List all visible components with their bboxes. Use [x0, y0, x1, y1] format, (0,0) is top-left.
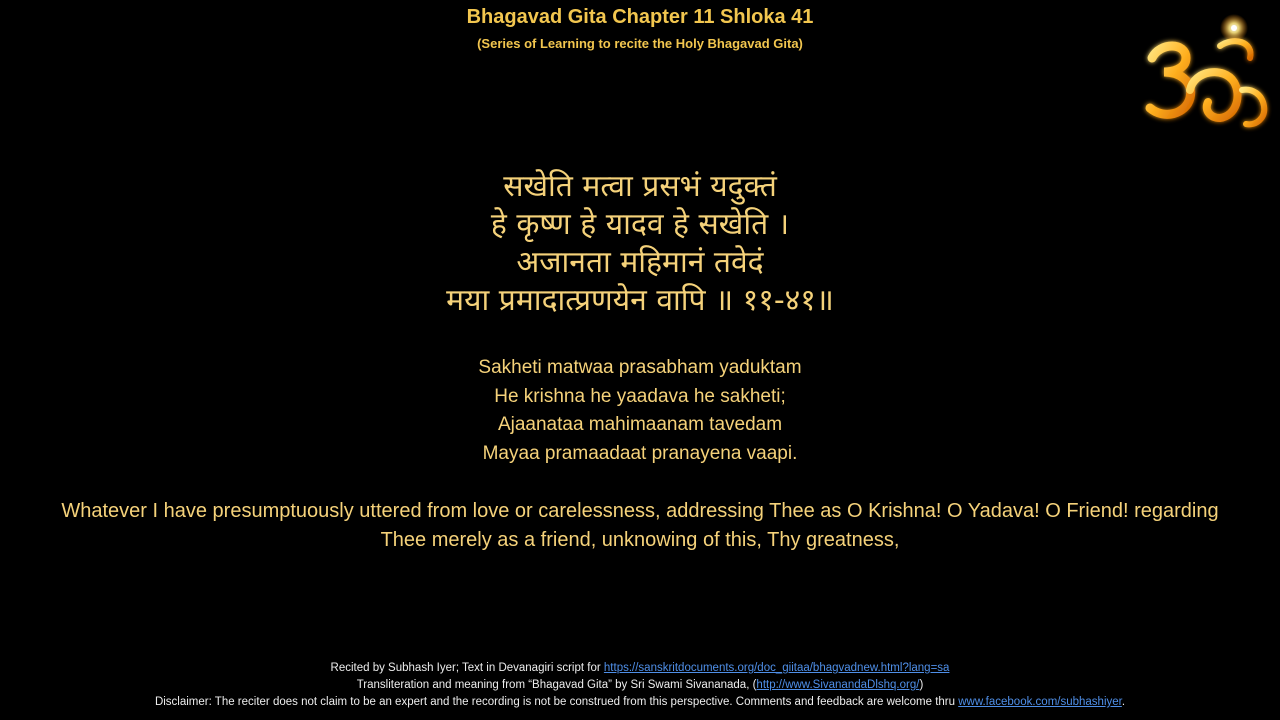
footer-recitation-credit — [0, 660, 1280, 677]
transliteration — [0, 354, 1280, 468]
transliteration-line: Ajaanataa mahimaanam tavedam — [497, 414, 783, 435]
sanskrit-line: सखेति मत्वा प्रसभं यदुक्तं — [503, 169, 777, 204]
footer-text: ) — [919, 679, 924, 691]
page-title: Bhagavad Gita Chapter 11 Shloka 41 — [466, 6, 814, 28]
sanskrit-verse — [0, 168, 1280, 320]
facebook-link[interactable]: www.facebook.com/subhashiyer — [958, 696, 1122, 708]
sanskrit-line: अजानता महिमानं तवेदं — [516, 245, 764, 280]
verse-meaning — [0, 497, 1280, 555]
transliteration-line: Sakheti matwaa prasabham yaduktam — [478, 357, 802, 378]
footer-text: Transliteration and meaning from “Bhagavad Gita” by Sri Swami Sivananada, ( — [356, 679, 757, 691]
sivananda-link[interactable]: http://www.SivanandaDlshq.org/ — [756, 679, 920, 691]
footer-credits — [0, 660, 1280, 711]
meaning-line: Thee merely as a friend, unknowing of this, Thy greatness, — [380, 529, 900, 551]
footer-translation-credit — [0, 677, 1280, 694]
sanskrit-line: मया प्रमादात्प्रणयेन वापि ॥ ११-४१॥ — [446, 283, 834, 318]
meaning-line: Whatever I have presumptuously uttered from love or carelessness, addressing Thee as O Krishna! O Yadava! O Friend! regarding — [61, 500, 1219, 522]
sanskrit-line: हे कृष्ण हे यादव हे सखेति । — [490, 207, 790, 242]
footer-text: . — [1121, 696, 1126, 708]
page-subtitle: (Series of Learning to recite the Holy Bhagavad Gita) — [477, 36, 803, 51]
sanskritdocuments-link[interactable]: https://sanskritdocuments.org/doc_giitaa/bhagvadnew.html?lang=sa — [603, 662, 950, 674]
transliteration-line: Mayaa pramaadaat pranayena vaapi. — [482, 442, 798, 464]
om-icon — [1124, 6, 1274, 136]
footer-disclaimer — [0, 694, 1280, 711]
transliteration-line: He krishna he yaadava he sakheti; — [494, 385, 786, 407]
footer-text: Recited by Subhash Iyer; Text in Devanagiri script for — [330, 662, 604, 674]
footer-text: Disclaimer: The reciter does not claim to be an expert and the recording is not be construed from this perspective. Comments and feedback are welcome thru — [154, 696, 959, 708]
